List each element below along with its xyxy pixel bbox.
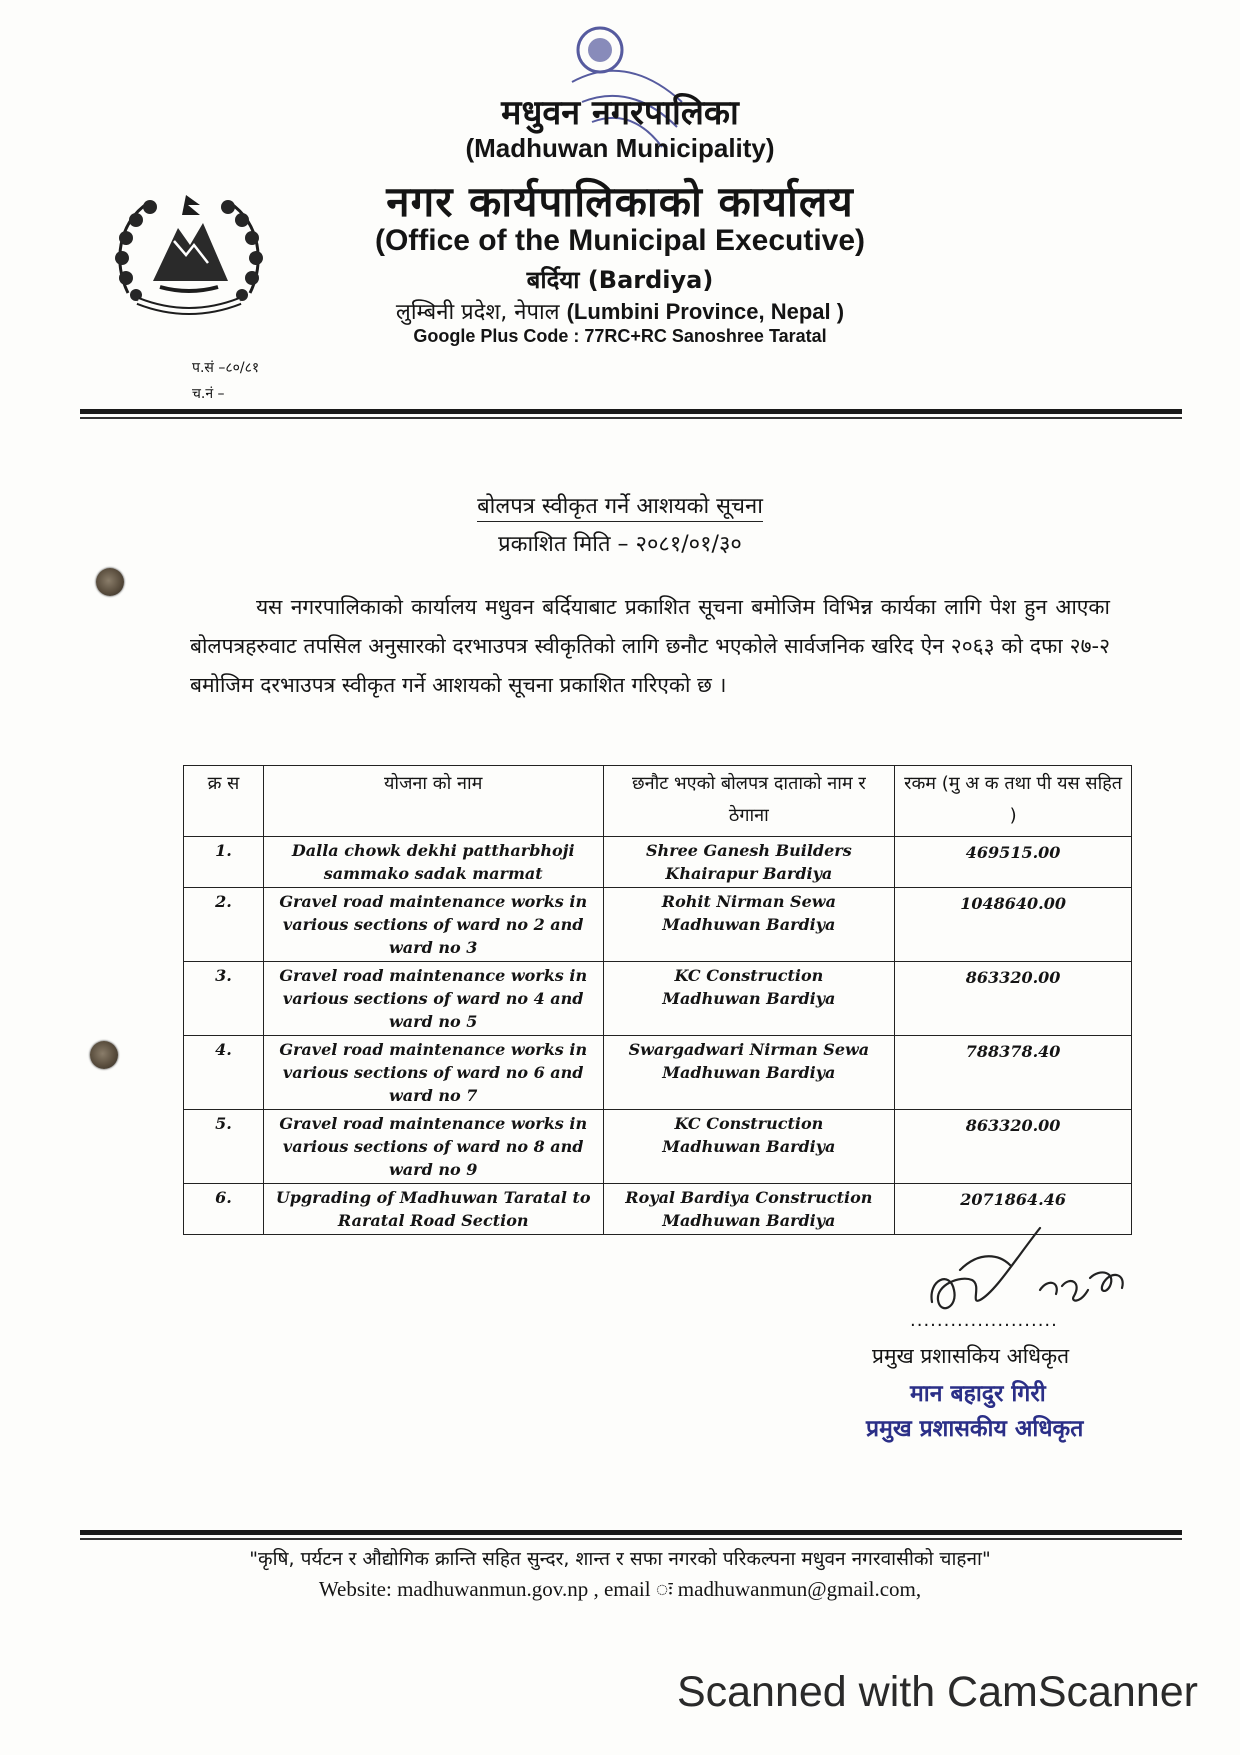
district-name: बर्दिया (Bardiya) [526,266,714,294]
stamp-officer-title: प्रमुख प्रशासकीय अधिकृत [866,1416,1084,1442]
col-header-sn: क्र स [184,766,264,837]
bidder-name: Shree Ganesh Builders [646,841,852,860]
bidder-name: Rohit Nirman Sewa [661,892,836,911]
cell-amount: 863320.00 [895,962,1132,1036]
cell-bidder [603,888,895,962]
header-divider [80,409,1182,414]
cell-sn: 4. [184,1036,264,1110]
cell-amount: 469515.00 [895,837,1132,888]
bidder-name: Swargadwari Nirman Sewa [628,1040,870,1059]
province-np: लुम्बिनी प्रदेश, नेपाल [395,300,560,325]
table-header-row [184,766,1132,837]
bidder-name: KC Construction [674,1114,824,1133]
bidder-address: Madhuwan Bardiya [662,1211,836,1230]
footer-contact: Website: madhuwanmun.gov.np , email ः madhuwanmun@gmail.com, [318,1577,922,1601]
bidder-address: Madhuwan Bardiya [662,915,836,934]
stamp-officer-name: मान बहादुर गिरी [910,1381,1046,1407]
bidder-address: Madhuwan Bardiya [662,1137,836,1156]
office-name-np: नगर कार्यपालिकाको कार्यालय [386,177,854,226]
bidder-address: Madhuwan Bardiya [662,1063,836,1082]
cell-sn: 3. [184,962,264,1036]
ref-chn: च.नं – [192,386,225,402]
table-row [184,837,1132,888]
table-row [184,1110,1132,1184]
cell-project: Upgrading of Madhuwan Taratal to Raratal Road Section [263,1184,603,1235]
col-header-amount: रकम (मु अ क तथा पी यस सहित ) [895,766,1132,837]
table-row [184,1036,1132,1110]
table-row [184,888,1132,962]
cell-project: Gravel road maintenance works in various sections of ward no 4 and ward no 5 [263,962,603,1036]
publish-date: प्रकाशित मिति – २०८१/०१/३० [498,532,742,557]
cell-bidder [603,962,895,1036]
cell-project: Dalla chowk dekhi pattharbhoji sammako sadak marmat [263,837,603,888]
footer-divider-thin [80,1538,1182,1540]
tender-table [183,765,1132,1235]
notice-title [0,490,1240,520]
bidder-name: KC Construction [674,966,824,985]
reference-numbers [192,355,259,407]
punch-hole-bottom [90,1041,118,1069]
cell-bidder [603,837,895,888]
header-divider-thin [80,417,1182,419]
cell-sn: 6. [184,1184,264,1235]
col-header-project: योजना को नाम [263,766,603,837]
bidder-address: Khairapur Bardiya [665,864,833,883]
plus-code: Google Plus Code : 77RC+RC Sanoshree Taratal [413,326,827,346]
municipality-name-np: मधुवन नगरपालिका [501,93,739,133]
ref-ps: प.सं –८०/८१ [192,360,260,376]
bidder-address: Madhuwan Bardiya [662,989,836,1008]
municipality-name-en: (Madhuwan Municipality) [465,133,775,163]
cell-sn: 2. [184,888,264,962]
col-header-bidder: छनौट भएको बोलपत्र दाताको नाम र ठेगाना [603,766,895,837]
cell-amount: 2071864.46 [895,1184,1132,1235]
cell-amount: 1048640.00 [895,888,1132,962]
cell-amount: 863320.00 [895,1110,1132,1184]
province-line [0,296,1240,326]
cell-sn: 5. [184,1110,264,1184]
bidder-name: Royal Bardiya Construction [625,1188,873,1207]
notice-body: यस नगरपालिकाको कार्यालय मधुवन बर्दियाबाट प्रकाशित सूचना बमोजिम विभिन्न कार्यका लागि पेश हुन आएका बोलपत्रहरुवाट तपसिल अनुसारको दरभाउपत्र स्वीकृतिको लागि छनौट भएकोले सार्वजनिक खरिद ऐन २०६३ को दफा २७-२ बमोजिम दरभाउपत्र स्वीकृत गर्ने आशयको सूचना प्रकाशित गरिएको छ । [190,595,1110,697]
office-name-en: (Office of the Municipal Executive) [374,224,866,257]
punch-hole-top [96,568,124,596]
cell-bidder [603,1184,895,1235]
signature-line: ...................... [910,1310,1058,1331]
table-row [184,962,1132,1036]
signatory-title: प्रमुख प्रशासकिय अधिकृत [872,1344,1070,1368]
scanner-watermark: Scanned with CamScanner [676,1668,1198,1716]
notice-title-text: बोलपत्र स्वीकृत गर्ने आशयको सूचना [477,494,763,522]
cell-sn: 1. [184,837,264,888]
cell-bidder [603,1110,895,1184]
cell-project: Gravel road maintenance works in various sections of ward no 2 and ward no 3 [263,888,603,962]
cell-project: Gravel road maintenance works in various sections of ward no 6 and ward no 7 [263,1036,603,1110]
cell-project: Gravel road maintenance works in various sections of ward no 8 and ward no 9 [263,1110,603,1184]
cell-bidder [603,1036,895,1110]
province-en: (Lumbini Province, Nepal ) [566,299,845,324]
footer-slogan: "कृषि, पर्यटन र औद्योगिक क्रान्ति सहित सुन्दर, शान्त र सफा नगरको परिकल्पना मधुवन नगरवासीको चाहना" [249,1548,991,1570]
footer-divider [80,1530,1182,1535]
cell-amount: 788378.40 [895,1036,1132,1110]
